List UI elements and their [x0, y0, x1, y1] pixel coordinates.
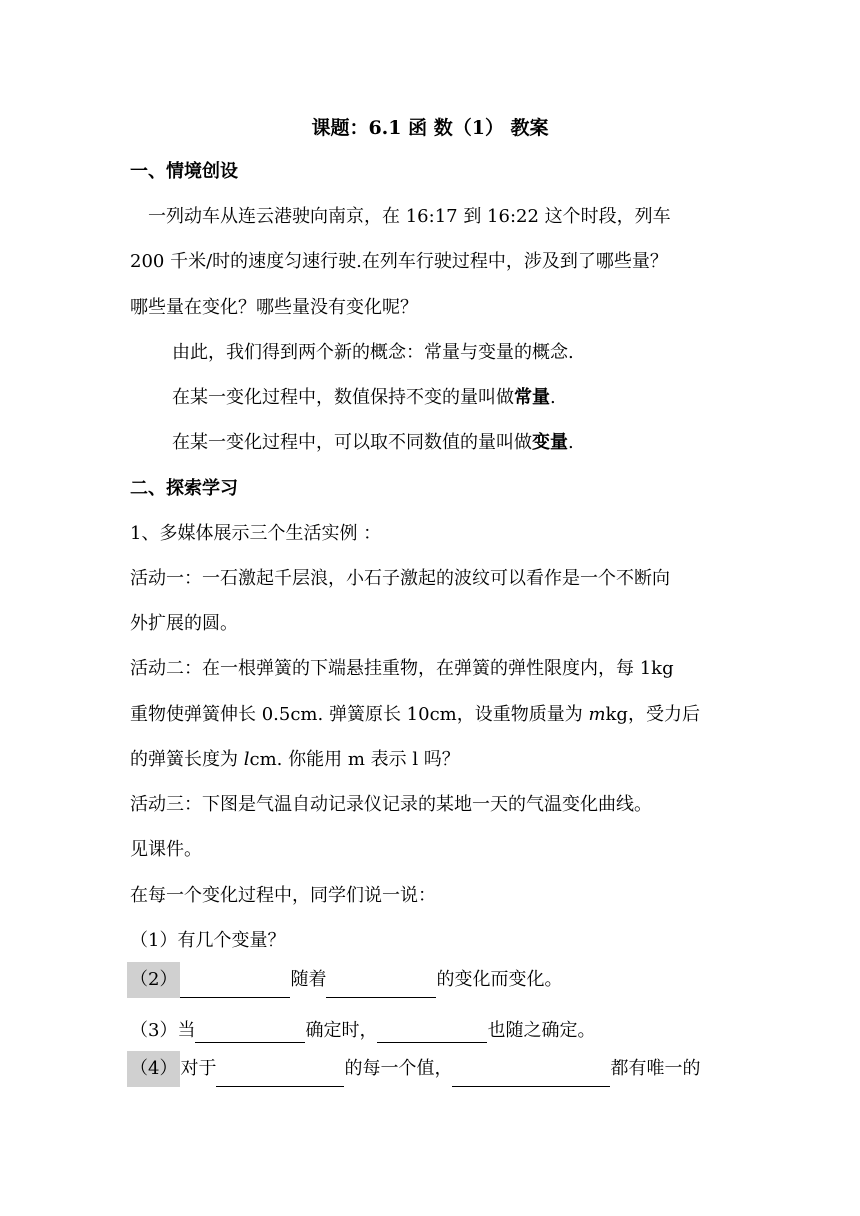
question-text: 对于: [180, 1058, 217, 1079]
question-text: 的变化而变化。: [436, 969, 563, 990]
list-item: 1、多媒体展示三个生活实例 ：: [130, 523, 382, 544]
variable-definition: [172, 431, 574, 455]
definition-end: .: [550, 387, 556, 408]
answer-blank[interactable]: [377, 1022, 487, 1043]
activity2-line: [130, 703, 700, 727]
question-4: [130, 1051, 700, 1087]
question-1: （1）有几个变量？: [130, 930, 286, 951]
activity1-line: 外扩展的圆。: [130, 613, 238, 634]
activity3-line: 见课件。: [130, 839, 202, 860]
page-title: 课题：6.1 函 数（1） 教案: [311, 117, 549, 139]
paragraph-line: 哪些量在变化？哪些量没有变化呢？: [130, 297, 418, 318]
constant-definition: [172, 386, 556, 410]
question-text: 都有唯一的: [610, 1058, 701, 1079]
concept-intro: 由此，我们得到两个新的概念：常量与变量的概念.: [172, 342, 574, 363]
activity2-text: 的弹簧长度为: [130, 749, 244, 770]
term-constant: 常量: [514, 387, 550, 408]
answer-blank[interactable]: [195, 1022, 305, 1043]
answer-blank[interactable]: [452, 1066, 610, 1087]
definition-text: 在某一变化过程中，可以取不同数值的量叫做: [172, 432, 532, 453]
activity1-line: 活动一：一石激起千层浪，小石子激起的波纹可以看作是一个不断向: [130, 568, 670, 589]
question-3: [130, 1019, 595, 1043]
question-text: 随着: [290, 969, 327, 990]
answer-blank[interactable]: [180, 977, 290, 998]
answer-blank[interactable]: [326, 977, 436, 998]
variable-l: l: [243, 749, 250, 770]
activity2-text: 重物使弹簧伸长 0.5cm. 弹簧原长 10cm，设重物质量为: [130, 704, 589, 725]
section1-heading: 一、情境创设: [130, 161, 238, 182]
highlight-number: （2）: [127, 962, 180, 998]
question-text: 确定时，: [305, 1020, 378, 1041]
activity2-line: [130, 748, 460, 772]
activity2-line: 活动二：在一根弹簧的下端悬挂重物，在弹簧的弹性限度内，每 1kg: [130, 658, 674, 679]
variable-m: m: [588, 704, 606, 725]
definition-text: 在某一变化过程中，数值保持不变的量叫做: [172, 387, 514, 408]
question-text: （3）当: [130, 1020, 196, 1041]
highlight-number: （4）: [127, 1051, 180, 1087]
question-text: 也随之确定。: [487, 1020, 596, 1041]
answer-blank[interactable]: [216, 1066, 344, 1087]
activity2-text: cm. 你能用 m 表示 l 吗？: [249, 749, 460, 770]
paragraph-line: 200 千米/时的速度匀速行驶.在列车行驶过程中，涉及到了哪些量？: [130, 251, 668, 272]
activity2-text: kg，受力后: [605, 704, 700, 725]
paragraph-line: 一列动车从连云港驶向南京，在 16:17 到 16:22 这个时段，列车: [148, 206, 671, 227]
term-variable: 变量: [532, 432, 568, 453]
definition-end: .: [568, 432, 574, 453]
question-text: 的每一个值，: [344, 1058, 453, 1079]
discussion-prompt: 在每一个变化过程中，同学们说一说：: [130, 885, 436, 906]
activity3-line: 活动三：下图是气温自动记录仪记录的某地一天的气温变化曲线。: [130, 794, 652, 815]
section2-heading: 二、探索学习: [130, 478, 238, 499]
question-2: [130, 962, 562, 998]
